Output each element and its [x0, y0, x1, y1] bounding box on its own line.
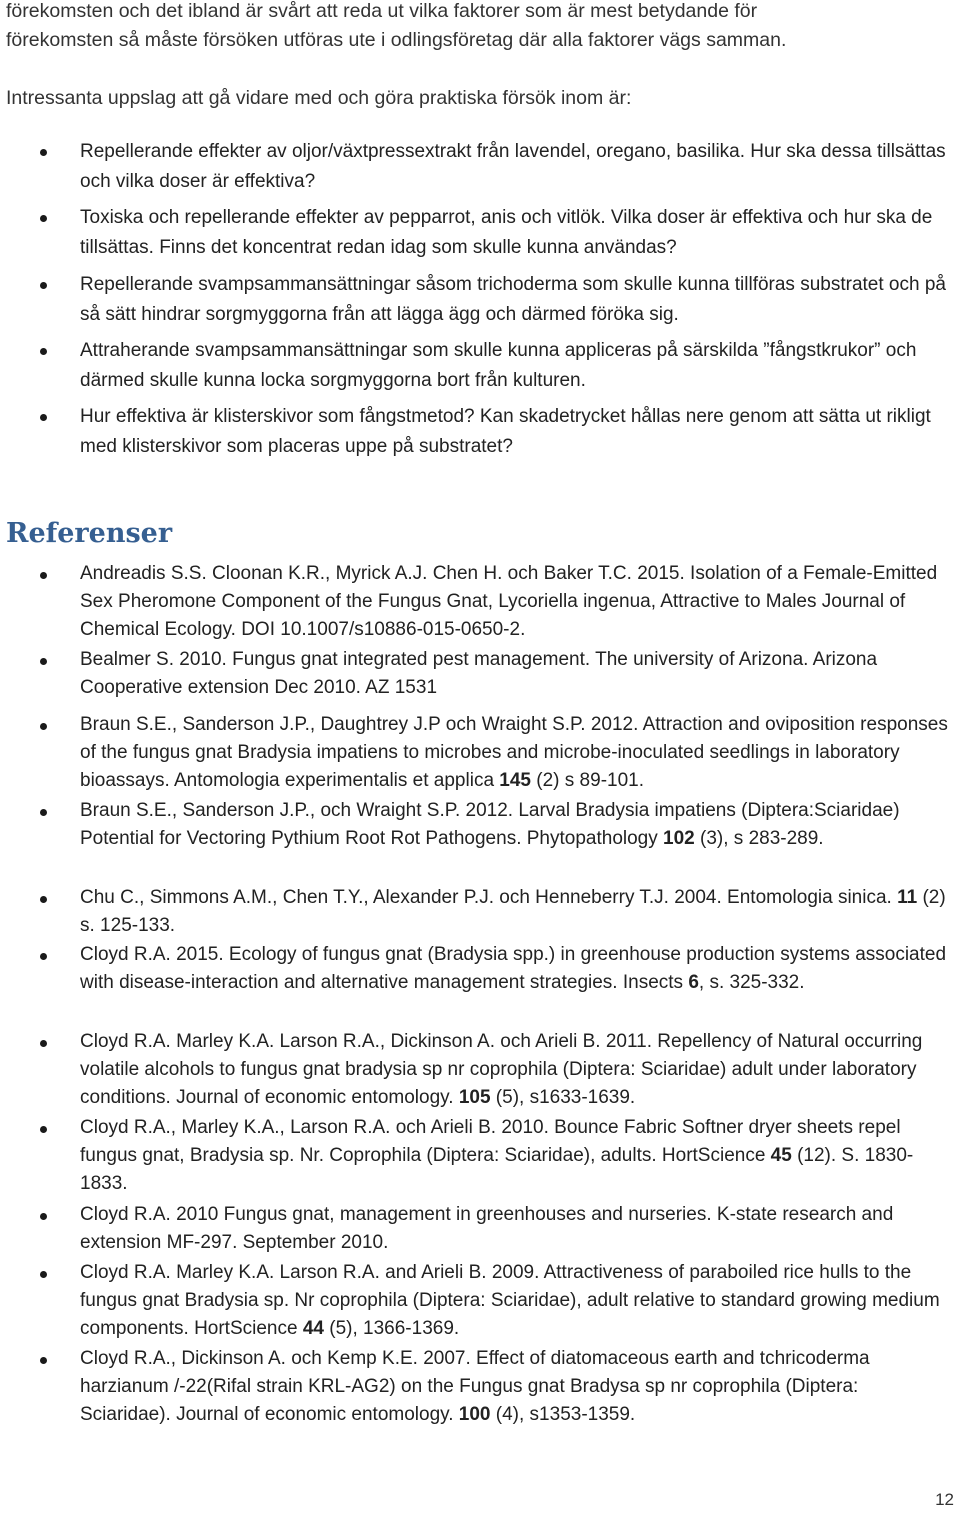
- bullet-icon: [40, 348, 47, 355]
- reference-text: Cloyd R.A. 2010 Fungus gnat, management in greenhouses and nurseries. K-state research and extension MF-297. September 2010.: [80, 1204, 894, 1253]
- reference-text: Cloyd R.A. 2015. Ecology of fungus gnat (Bradysia spp.) in greenhouse production systems associated with disease-interaction and alternative management strategies. Insects 6, s. 325-332.: [80, 944, 947, 993]
- intro-line-1: förekomsten och det ibland är svårt att reda ut vilka faktorer som är mest betydande för: [6, 0, 758, 22]
- bullet-icon: [40, 896, 47, 903]
- reference-text: Braun S.E., Sanderson J.P., Daughtrey J.P och Wraight S.P. 2012. Attraction and oviposition responses of the fungus gnat Bradysia impatiens to microbes and microbe-inoculated seedlings in laboratory bioassays. Antomologia experimentalis et applica 145 (2) s 89-101.: [80, 714, 948, 791]
- references-heading: Referenser: [6, 518, 173, 549]
- intro-line-2: förekomsten så måste försöken utföras ute i odlingsföretag där alla faktorer vägs samman.: [6, 29, 787, 51]
- reference-text: Chu C., Simmons A.M., Chen T.Y., Alexander P.J. och Henneberry T.J. 2004. Entomologia sinica. 11 (2) s. 125-133.: [80, 887, 946, 936]
- reference-text: Cloyd R.A. Marley K.A. Larson R.A., Dickinson A. och Arieli B. 2011. Repellency of Natural occurring volatile alcohols to fungus gnat bradysia sp nr coprophila (Diptera: Sciaridae) adult under laboratory conditions. Journal of economic entomology. 105 (5), s1633-1639.: [80, 1031, 923, 1108]
- reference-text: Cloyd R.A., Marley K.A., Larson R.A. och Arieli B. 2010. Bounce Fabric Softner dryer sheets repel fungus gnat, Bradysia sp. Nr. Coprophila (Diptera: Sciaridae), adults. HortScience 45 (12). S. 1830-1833.: [80, 1117, 914, 1194]
- bullet-icon: [40, 414, 47, 421]
- reference-text: Braun S.E., Sanderson J.P., och Wraight S.P. 2012. Larval Bradysia impatiens (Diptera:Sciaridae) Potential for Vectoring Pythium Root Rot Pathogens. Phytopathology 102 (3), s 283-289.: [80, 800, 900, 849]
- bullet-icon: [40, 723, 47, 730]
- idea-text: Attraherande svampsammansättningar som skulle kunna appliceras på särskilda ”fångstkrukor” och därmed skulle kunna locka sorgmyggorna bort från kulturen.: [80, 340, 917, 391]
- idea-text: Hur effektiva är klisterskivor som fångstmetod? Kan skadetrycket hållas nere genom att sätta ut rikligt med klisterskivor som placeras uppe på substratet?: [80, 406, 931, 457]
- reference-text: Cloyd R.A. Marley K.A. Larson R.A. and Arieli B. 2009. Attractiveness of paraboiled rice hulls to the fungus gnat Bradysia sp. Nr coprophila (Diptera: Sciaridae), adult relative to standard growing medium components. HortScience 44 (5), 1366-1369.: [80, 1262, 940, 1339]
- bullet-icon: [40, 809, 47, 816]
- reference-text: Cloyd R.A., Dickinson A. och Kemp K.E. 2007. Effect of diatomaceous earth and tchricoderma harzianum /-22(Rifal strain KRL-AG2) on the Fungus gnat Bradysa sp nr coprophila (Diptera: Sciaridae). Journal of economic entomology. 100 (4), s1353-1359.: [80, 1348, 870, 1425]
- intro-line-3: Intressanta uppslag att gå vidare med och göra praktiska försök inom är:: [6, 87, 632, 109]
- bullet-icon: [40, 282, 47, 289]
- bullet-icon: [40, 1271, 47, 1278]
- idea-text: Toxiska och repellerande effekter av pepparrot, anis och vitlök. Vilka doser är effektiva och hur ska de tillsättas. Finns det koncentrat redan idag som skulle kunna användas?: [80, 207, 933, 258]
- bullet-icon: [40, 215, 47, 222]
- bullet-icon: [40, 1126, 47, 1133]
- bullet-icon: [40, 1040, 47, 1047]
- reference-text: Andreadis S.S. Cloonan K.R., Myrick A.J. Chen H. och Baker T.C. 2015. Isolation of a Female-Emitted Sex Pheromone Component of the Fungus Gnat, Lycoriella ingenua, Attractive to Males Journal of Chemical Ecology. DOI 10.1007/s10886-015-0650-2.: [80, 563, 938, 640]
- reference-text: Bealmer S. 2010. Fungus gnat integrated pest management. The university of Arizona. Arizona Cooperative extension Dec 2010. AZ 1531: [80, 649, 878, 698]
- idea-text: Repellerande effekter av oljor/växtpressextrakt från lavendel, oregano, basilika. Hur ska dessa tillsättas och vilka doser är effektiva?: [80, 141, 946, 192]
- bullet-icon: [40, 658, 47, 665]
- bullet-icon: [40, 149, 47, 156]
- idea-text: Repellerande svampsammansättningar såsom trichoderma som skulle kunna tillföras substratet och på så sätt hindrar sorgmyggorna från att lägga ägg och därmed föröka sig.: [80, 274, 946, 325]
- page-number: 12: [935, 1490, 954, 1509]
- bullet-icon: [40, 1357, 47, 1364]
- bullet-icon: [40, 572, 47, 579]
- bullet-icon: [40, 1213, 47, 1220]
- bullet-icon: [40, 953, 47, 960]
